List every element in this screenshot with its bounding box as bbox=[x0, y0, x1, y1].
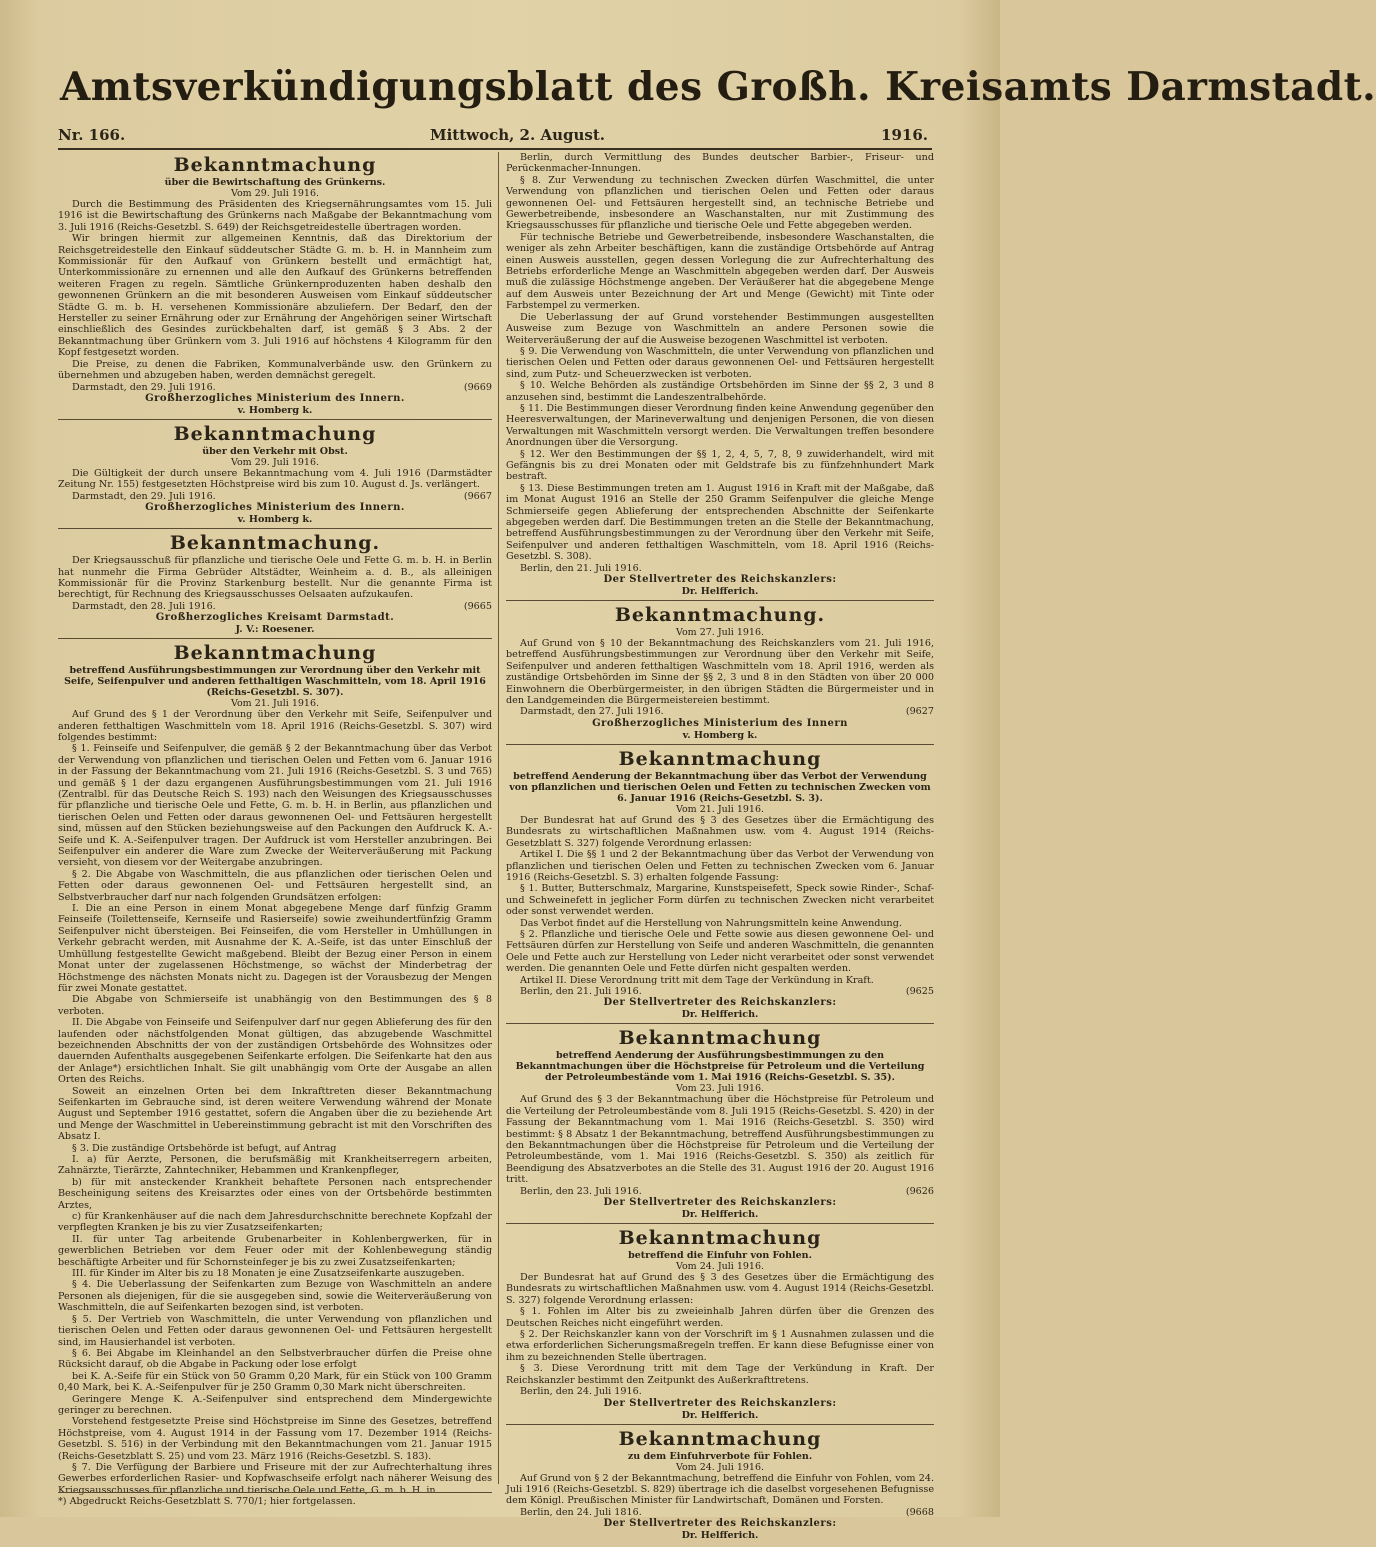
announcement bbox=[506, 152, 934, 601]
paragraph: § 10. Welche Behörden als zuständige Ortsbehörden im Sinne der §§ 2, 3 und 8 anzusehen sind, bestimmt die Landeszentralbehörde. bbox=[506, 380, 934, 403]
issue-year: 1916. bbox=[881, 126, 928, 144]
announcement-subject: betreffend Aenderung der Ausführungsbestimmungen zu den Bekanntmachungen über die Höchstpreise für Petroleum und die Verteilung der Petroleumbestände vom 1. Mai 1916 (Reichs-Gesetzbl. S. 35). bbox=[515, 1050, 925, 1084]
issuing-authority: Großherzogliches Ministerium des Innern. bbox=[145, 502, 405, 514]
footnote: *) Abgedruckt Reichs-Gesetzblatt S. 770/1; hier fortgelassen. bbox=[58, 1492, 492, 1507]
issuing-authority: Der Stellvertreter des Reichskanzlers: bbox=[603, 1518, 837, 1530]
paragraph: Wir bringen hiermit zur allgemeinen Kenntnis, daß das Direktorium der Reichsgetreidestelle den Einkauf süddeutscher Städte G. m. b. H. in Mannheim zum Kommissionär für den Aufkauf von Grünkern bestellt und ermächtigt hat, Unterkommissionäre zu ernennen und alle den Aufkauf des Grünkerns betreffenden weiteren Fragen zu regeln. Sämtliche Grünkernproduzenten haben deshalb den gewonnenen Grünkern an die mit besonderen Ausweisen vom Einkauf süddeutscher Städte G. m. b. H. versehenen Kommissionäre abzuliefern. Der Bedarf, den der Hersteller zu seiner Ernährung oder zur Ernährung der Angehörigen seiner Wirtschaft einschließlich des Gesindes zurückbehalten darf, ist gemäß § 3 Abs. 2 der Bekanntmachung über Grünkern vom 3. Juli 1916 auf höchstens 4 Kilogramm für den Kopf festgesetzt worden. bbox=[58, 233, 492, 359]
paragraph: Auf Grund von § 10 der Bekanntmachung des Reichskanzlers vom 21. Juli 1916, betreffend Ausführungsbestimmungen zur Verordnung über den Verkehr mit Seife, Seifenpulver und anderen fetthaltigen Waschmitteln vom 18. April 1916, werden als zuständige Ortsbehörden im Sinne der §§ 2, 3 und 8 in den Städten von über 20 000 Einwohnern die Oberbürgermeister, in den übrigen Städten die Bürgermeister und in den Landgemeinden die Bürgermeistereien bestimmt. bbox=[506, 638, 934, 707]
announcement-heading: Bekanntmachung. bbox=[614, 604, 826, 627]
announcement bbox=[58, 154, 492, 420]
announcement-heading: Bekanntmachung bbox=[173, 154, 377, 176]
reference-number: (9665 bbox=[463, 600, 492, 612]
paragraph: Für technische Betriebe und Gewerbetreibende, insbesondere Waschanstalten, die weniger als zehn Arbeiter beschäftigen, kann die zuständige Ortsbehörde auf Antrag einen Ausweis ausstellen, gegen dessen Vorlegung die zur Aufrechterhaltung des Betriebs erforderliche Menge an Waschmitteln abgegeben werden darf. Der Ausweis muß die zulässige Höchstmenge angeben. Der Veräußerer hat die abgegebene Menge auf dem Ausweis unter Bezeichnung der Art und Menge (Gewicht) mit Tinte oder Farbstempel zu vermerken. bbox=[506, 231, 934, 312]
announcement-body bbox=[506, 152, 934, 563]
paragraph: § 2. Pflanzliche und tierische Oele und Fette sowie aus diesen gewonnene Oel- und Fettsäuren dürfen zur Herstellung von Seife und anderen Waschmitteln, die genannten Oele und Fette auch zur Herstellung von Leder nicht verarbeitet oder sonst verwendet werden. Die genannten Oele und Fette dürfen nicht gespalten werden. bbox=[506, 928, 934, 975]
paragraph: § 2. Die Abgabe von Waschmitteln, die aus pflanzlichen oder tierischen Oelen und Fetten oder daraus gewonnenen Oel- und Fettsäuren hergestellt sind, an Selbstverbraucher darf nur nach folgenden Grundsätzen erfolgen: bbox=[58, 868, 492, 903]
paragraph: c) für Krankenhäuser auf die nach dem Jahresdurchschnitte berechnete Kopfzahl der verpflegten Kranken je bis zu vier Zusatzseifenkarten; bbox=[58, 1211, 492, 1234]
announcement-date: Vom 29. Juli 1916. bbox=[230, 456, 320, 468]
paragraph: Vorstehend festgesetzte Preise sind Höchstpreise im Sinne des Gesetzes, betreffend Höchstpreise, vom 4. August 1914 in der Fassung vom 17. Dezember 1914 (Reichs-Gesetzbl. S. 516) in der Verbindung mit den Bekanntmachungen vom 21. Januar 1915 (Reichs-Gesetzblatt S. 25) und vom 23. März 1916 (Reichs-Gesetzbl. S. 183). bbox=[58, 1416, 492, 1462]
paragraph: § 3. Die zuständige Ortsbehörde ist befugt, auf Antrag bbox=[72, 1142, 337, 1154]
reference-number: (9669 bbox=[463, 381, 492, 393]
announcement-body bbox=[58, 199, 492, 382]
paragraph: § 3. Diese Verordnung tritt mit dem Tage der Verkündung in Kraft. Der Reichskanzler bestimmt den Zeitpunkt des Außerkrafttretens. bbox=[506, 1363, 934, 1386]
reference-number: (9626 bbox=[905, 1185, 934, 1197]
issuing-authority: Großherzogliches Kreisamt Darmstadt. bbox=[155, 612, 395, 624]
paragraph: Auf Grund des § 3 der Bekanntmachung über die Höchstpreise für Petroleum und die Verteilung der Petroleumbestände vom 8. Juli 1915 (Reichs-Gesetzbl. S. 420) in der Fassung der Bekanntmachung vom 1. Mai 1916 (Reichs-Gesetzbl. S. 350) wird bestimmt: § 8 Absatz 1 der Bekanntmachung, betreffend Ausführungsbestimmungen zu den Bekanntmachungen über die Höchstpreise für Petroleum und die Verteilung der Petroleumbestände, vom 1. Mai 1916 (Reichs-Gesetzbl. S. 350) als zeitlich für Beendigung des Absatzverbotes an die Stelle des 31. August 1916 der 20. August 1916 tritt. bbox=[506, 1094, 934, 1186]
announcement-heading: Bekanntmachung bbox=[618, 1027, 822, 1050]
issuing-authority: Großherzogliches Ministerium des Innern. bbox=[145, 392, 405, 404]
place-date: Berlin, den 24. Juli 1916. bbox=[520, 1386, 642, 1398]
right-column bbox=[506, 152, 934, 1547]
paragraph: Die Ueberlassung der auf Grund vorstehender Bestimmungen ausgestellten Ausweise zum Bezuge von Waschmitteln an andere Personen sowie die Weiterveräußerung der auf die Ausweise bezogenen Waschmittel ist verboten. bbox=[506, 311, 934, 346]
announcement-subject: betreffend Aenderung der Bekanntmachung über das Verbot der Verwendung von pflanzlichen und tierischen Oelen und Fetten zu technischen Zwecken vom 6. Januar 1916 (Reichs-Gesetzbl. S. 3). bbox=[509, 770, 931, 804]
place-date: Berlin, den 21. Juli 1916. (9625 bbox=[520, 985, 934, 997]
signatory: v. Homberg k. bbox=[237, 404, 313, 416]
signatory: Dr. Helfferich. bbox=[681, 1530, 759, 1542]
announcement-body bbox=[506, 638, 934, 706]
signatory: Dr. Helfferich. bbox=[681, 1209, 759, 1221]
announcement bbox=[506, 1227, 934, 1424]
place-date: Darmstadt, den 29. Juli 1916. (9669 bbox=[72, 381, 492, 393]
issue-date: Mittwoch, 2. August. bbox=[430, 126, 605, 144]
announcement-heading: Bekanntmachung bbox=[618, 747, 822, 770]
announcement-subject: betreffend die Einfuhr von Fohlen. bbox=[628, 1250, 812, 1262]
paragraph: § 8. Zur Verwendung zu technischen Zwecken dürfen Waschmittel, die unter Verwendung von pflanzlichen und tierischen Oelen und Fetten oder daraus gewonnenen Oel- und Fettsäuren hergestellt sind, an technische Betriebe und Gewerbetreibende, insbesondere an Waschanstalten, nur mit Zustimmung des Kriegsausschusses für pflanzliche und tierische Oele und Fette abgegeben werden. bbox=[506, 174, 934, 232]
signatory: v. Homberg k. bbox=[682, 729, 758, 741]
announcement-body bbox=[506, 1094, 934, 1185]
announcement-body bbox=[58, 468, 492, 491]
paragraph: Artikel I. Die §§ 1 und 2 der Bekanntmachung über das Verbot der Verwendung von pflanzlichen und tierischen Oelen und Fetten zu technischen Zwecken vom 6. Januar 1916 (Reichs-Gesetzbl. S. 3) erhalten folgende Fassung: bbox=[506, 849, 934, 883]
announcement bbox=[506, 1428, 934, 1545]
paragraph: III. für Kinder im Alter bis zu 18 Monaten je eine Zusatzseifenkarte auszugeben. bbox=[72, 1268, 465, 1280]
issuing-authority: Der Stellvertreter des Reichskanzlers: bbox=[603, 1397, 837, 1409]
announcement-heading: Bekanntmachung bbox=[173, 422, 377, 445]
paragraph: § 1. Butter, Butterschmalz, Margarine, Kunstspeisefett, Speck sowie Rinder-, Schaf- und Schweinefett in jeglicher Form dürfen zu technischen Zwecken nicht verarbeitet oder sonst verwendet werden. bbox=[506, 883, 934, 918]
paragraph: Der Bundesrat hat auf Grund des § 3 des Gesetzes über die Ermächtigung des Bundesrats zu wirtschaftlichen Maßnahmen usw. vom 4. August 1914 (Reichs-Gesetzblatt S. 327) folgende Verordnung erlassen: bbox=[506, 814, 934, 849]
paragraph: § 5. Der Vertrieb von Waschmitteln, die unter Verwendung von pflanzlichen und tierischen Oelen und Fetten oder daraus gewonnenen Oel- und Fettsäuren hergestellt sind, im Hausierhandel ist verboten. bbox=[58, 1313, 492, 1348]
paragraph: Die Gültigkeit der durch unsere Bekanntmachung vom 4. Juli 1916 (Darmstädter Zeitung Nr. 155) festgesetzten Höchstpreise wird bis zum 10. August d. Js. verlängert. bbox=[58, 467, 492, 491]
place-date: Darmstadt, den 27. Juli 1916. (9627 bbox=[520, 706, 934, 718]
paragraph: Auf Grund von § 2 der Bekanntmachung, betreffend die Einfuhr von Fohlen, vom 24. Juli 1916 (Reichs-Gesetzbl. S. 829) übertrage ich die daselbst vorgesehenen Befugnisse dem Königl. Preußischen Minister für Landwirtschaft, Domänen und Forsten. bbox=[506, 1472, 934, 1507]
announcement-heading: Bekanntmachung bbox=[618, 1227, 822, 1250]
paragraph: § 13. Diese Bestimmungen treten am 1. August 1916 in Kraft mit der Maßgabe, daß im Monat August 1916 an Stelle der 250 Gramm Seifenpulver die gleiche Menge Schmierseife gegen Ablieferung der entsprechenden Abschnitte der Seifenkarte abgegeben werden darf. Die Bestimmungen treten an die Stelle der Bekanntmachung, betreffend Ausführungsbestimmungen zu der Verordnung über den Verkehr mit Seife, Seifenpulver und anderen fetthaltigen Waschmitteln, vom 18. April 1916 (Reichs-Gesetzbl. S. 308). bbox=[506, 482, 934, 563]
announcement-body bbox=[506, 1272, 934, 1386]
announcement-subject: über die Bewirtschaftung des Grünkerns. bbox=[164, 177, 386, 188]
reference-number: (9625 bbox=[905, 985, 934, 997]
signatory: Dr. Helfferich. bbox=[681, 1409, 759, 1421]
announcement-date: Vom 21. Juli 1916. bbox=[230, 698, 320, 710]
announcement bbox=[506, 748, 934, 1025]
signatory: J. V.: Roesener. bbox=[235, 624, 315, 636]
announcement-date: Vom 29. Juli 1916. bbox=[230, 188, 320, 199]
paragraph: Durch die Bestimmung des Präsidenten des Kriegsernährungsamtes vom 15. Juli 1916 ist die Bewirtschaftung des Grünkerns nach Maßgabe der Bekanntmachung vom 3. Juli 1916 (Reichs-Gesetzbl. S. 649) der Reichsgetreidestelle übertragen worden. bbox=[58, 199, 492, 233]
announcement bbox=[506, 604, 934, 745]
paragraph: § 1. Feinseife und Seifenpulver, die gemäß § 2 der Bekanntmachung über das Verbot der Verwendung von pflanzlichen und tierischen Oelen und Fetten vom 6. Januar 1916 in der Fassung der Bekanntmachung vom 21. Juli 1916 (Reichs-Gesetzbl. S. 3 und 765) und gemäß § 1 der dazu ergangenen Ausführungsbestimmungen vom 21. Juli 1916 (Zentralbl. für das Deutsche Reich S. 193) nach den Weisungen des Kriegsausschusses für pflanzliche und tierische Oele und Fette, G. m. b. H. in Berlin, aus pflanzlichen und tierischen Oelen und Fetten oder daraus gewonnenen Oel- und Fettsäuren hergestellt sind, müssen auf den Stücken beziehungsweise auf den Packungen den Aufdruck K. A.-Seife und K. A.-Seifenpulver tragen. Der Aufdruck ist vom Hersteller anzubringen. Bei Seifenpulver ein anderer die Ware zum Zwecke der Weiterveräußerung mit Packung versieht, von diesem vor der Weitergabe anzubringen. bbox=[58, 743, 492, 869]
announcement-date: Vom 24. Juli 1916. bbox=[675, 1461, 765, 1473]
issue-number: Nr. 166. bbox=[58, 126, 126, 144]
place-date: Berlin, den 24. Juli 1816. (9668 bbox=[520, 1506, 934, 1518]
signatory: Dr. Helfferich. bbox=[681, 1009, 759, 1021]
issuing-authority: Der Stellvertreter des Reichskanzlers: bbox=[603, 574, 837, 586]
announcement-subject: betreffend Ausführungsbestimmungen zur Verordnung über den Verkehr mit Seife, Seifenpulver und anderen fetthaltigen Waschmitteln, vom 18. April 1916 (Reichs-Gesetzbl. S. 307). bbox=[64, 665, 486, 699]
announcement bbox=[58, 532, 492, 639]
paragraph: I. Die an eine Person in einem Monat abgegebene Menge darf fünfzig Gramm Feinseife (Toilettenseife, Kernseife und Rasierseife) sowie zweihundertfünfzig Gramm Seifenpulver nicht übersteigen. Bei Feinseifen, die vom Hersteller in Umhüllungen in Verkehr gebracht werden, mit Ausnahme der K. A.-Seife, ist das unter Einschluß der Umhüllung festgestellte Gewicht maßgebend. Bleibt der Bezug einer Person in einem Monat unter der zugelassenen Höchstmenge, so wächst der Minderbetrag der Höchstmenge des nächsten Monats nicht zu. Dagegen ist der Vorausbezug der Mengen für zwei Monate gestattet. bbox=[58, 903, 492, 994]
paragraph: I. a) für Aerzte, Personen, die berufsmäßig mit Krankheitserregern arbeiten, Zahnärzte, Tierärzte, Zahntechniker, Hebammen und Krankenpfleger, bbox=[58, 1154, 492, 1177]
paragraph: § 6. Bei Abgabe im Kleinhandel an den Selbstverbraucher dürfen die Preise ohne Rücksicht darauf, ob die Abgabe in Packung oder lose erfolgt bbox=[58, 1347, 492, 1371]
paragraph: II. Die Abgabe von Feinseife und Seifenpulver darf nur gegen Ablieferung des für den laufenden oder nächstfolgenden Monat gültigen, das abzugebende Waschmittel bezeichnenden Abschnitts der von der zuständigen Ortsbehörde des Wohnsitzes oder dauernden Aufenthalts ausgegebenen Seifenkarte erfolgen. Die Seifenkarte hat den aus der Anlage*) ersichtlichen Inhalt. Sie gilt unabhängig vom Orte der Ausgabe an allen Orten des Reichs. bbox=[58, 1017, 492, 1086]
announcement-body bbox=[58, 555, 492, 601]
paragraph: § 12. Wer den Bestimmungen der §§ 1, 2, 4, 5, 7, 8, 9 zuwiderhandelt, wird mit Gefängnis bis zu drei Monaten oder mit Geldstrafe bis zu fünfzehnhundert Mark bestraft. bbox=[506, 448, 934, 483]
issuing-authority: Großherzogliches Ministerium des Innern bbox=[592, 717, 848, 729]
paragraph: § 7. Die Verfügung der Barbiere und Friseure mit der zur Aufrechterhaltung ihres Gewerbes erforderlichen Rasier- und Kopfwaschseife erfolgt nach näherer Weisung des Kriegsausschusses für pflanzliche und tierische Oele und Fette, G. m. b. H. in bbox=[58, 1461, 492, 1496]
announcement bbox=[506, 1027, 934, 1224]
announcement-body bbox=[506, 1473, 934, 1507]
masthead-title: Amtsverkündigungsblatt des Großh. Kreisamts Darmstadt. bbox=[60, 64, 1376, 110]
paragraph: Der Bundesrat hat auf Grund des § 3 des Gesetzes über die Ermächtigung des Bundesrats zu wirtschaftlichen Maßnahmen usw. vom 4. August 1914 (Reichs-Gesetzbl. S. 327) folgende Verordnung erlassen: bbox=[506, 1272, 934, 1306]
column-divider bbox=[498, 152, 499, 1484]
announcement bbox=[58, 642, 492, 1499]
issuing-authority: Der Stellvertreter des Reichskanzlers: bbox=[603, 1197, 837, 1209]
announcement-body bbox=[506, 815, 934, 986]
paragraph: Berlin, durch Vermittlung des Bundes deutscher Barbier-, Friseur- und Perückenmacher-Innungen. bbox=[506, 152, 934, 175]
signatory: v. Homberg k. bbox=[237, 514, 313, 526]
paragraph: b) für mit ansteckender Krankheit behaftete Personen nach entsprechender Bescheinigung seitens des Kreisarztes oder eines von der Ortsbehörde bestimmten Arztes, bbox=[58, 1176, 492, 1211]
paragraph: § 11. Die Bestimmungen dieser Verordnung finden keine Anwendung gegenüber den Heeresverwaltungen, der Marineverwaltung und denjenigen Personen, die von diesen Verwaltungen mit Waschmitteln versorgt werden. Die Verwaltungen treffen besondere Anordnungen über die Versorgung. bbox=[506, 402, 934, 449]
paragraph: Der Kriegsausschuß für pflanzliche und tierische Oele und Fette G. m. b. H. in Berlin hat nunmehr die Firma Gebrüder Altstädter, Weinheim a. d. B., als alleinigen Kommissionär für die Provinz Starkenburg bestellt. Nur die genannte Firma ist berechtigt, für Rechnung des Kriegsausschusses Oelsaaten aufzukaufen. bbox=[58, 555, 492, 601]
paragraph: Artikel II. Diese Verordnung tritt mit dem Tage der Verkündung in Kraft. bbox=[520, 974, 874, 986]
place-date: Berlin, den 23. Juli 1916. (9626 bbox=[520, 1185, 934, 1197]
paragraph: § 1. Fohlen im Alter bis zu zweieinhalb Jahren dürfen über die Grenzen des Deutschen Reiches nicht eingeführt werden. bbox=[506, 1306, 934, 1329]
reference-number: (9667 bbox=[463, 490, 492, 502]
paragraph: § 2. Der Reichskanzler kann von der Vorschrift im § 1 Ausnahmen zulassen und die etwa erforderlichen Sicherungsmaßregeln treffen. Er kann diese Befugnisse einer von ihm zu bezeichnenden Stelle übertragen. bbox=[506, 1329, 934, 1363]
paragraph: Die Preise, zu denen die Fabriken, Kommunalverbände usw. den Grünkern zu übernehmen und abzugeben haben, werden demnächst geregelt. bbox=[58, 358, 492, 382]
announcement-body bbox=[58, 709, 492, 1496]
paragraph: Die Abgabe von Schmierseife ist unabhängig von den Bestimmungen des § 8 verboten. bbox=[58, 994, 492, 1017]
announcement-date: Vom 27. Juli 1916. bbox=[675, 627, 765, 639]
announcement-date: Vom 23. Juli 1916. bbox=[675, 1083, 765, 1095]
issuing-authority: Der Stellvertreter des Reichskanzlers: bbox=[603, 997, 837, 1009]
place-date: Darmstadt, den 29. Juli 1916. (9667 bbox=[72, 490, 492, 502]
announcement-date: Vom 24. Juli 1916. bbox=[675, 1261, 765, 1273]
paragraph: Soweit an einzelnen Orten bei dem Inkrafttreten dieser Bekanntmachung Seifenkarten im Gebrauche sind, ist deren weitere Verwendung während der Monate August und September 1916 gestattet, sofern die Angaben über die zu beziehende Art und Menge der Waschmittel in Uebereinstimmung gebracht ist mit den Vorschriften des Absatz I. bbox=[58, 1085, 492, 1143]
signatory: Dr. Helfferich. bbox=[681, 586, 759, 598]
announcement bbox=[58, 423, 492, 529]
paragraph: Das Verbot findet auf die Herstellung von Nahrungsmitteln keine Anwendung. bbox=[520, 917, 902, 929]
announcement-date: Vom 21. Juli 1916. bbox=[675, 803, 765, 815]
announcement-heading: Bekanntmachung bbox=[618, 1427, 822, 1450]
issue-dateline bbox=[58, 126, 932, 150]
reference-number: (9668 bbox=[905, 1506, 934, 1518]
place-date: Darmstadt, den 28. Juli 1916. (9665 bbox=[72, 600, 492, 612]
announcement-subject: über den Verkehr mit Obst. bbox=[202, 445, 348, 457]
paragraph: II. für unter Tag arbeitende Grubenarbeiter in Kohlenbergwerken, für in gewerblichen Betrieben vor dem Feuer oder mit der Kohlenbewegung ständig beschäftigte Arbeiter und für Schornsteinfeger je bis zu zwei Zusatzseifenkarten; bbox=[58, 1233, 492, 1268]
paragraph: Auf Grund des § 1 der Verordnung über den Verkehr mit Seife, Seifenpulver und anderen fetthaltigen Waschmitteln vom 18. April 1916 (Reichs-Gesetzbl. S. 307) wird folgendes bestimmt: bbox=[58, 709, 492, 743]
reference-number: (9627 bbox=[905, 706, 934, 718]
announcement-heading: Bekanntmachung bbox=[173, 642, 377, 665]
paragraph: § 9. Die Verwendung von Waschmitteln, die unter Verwendung von pflanzlichen und tierischen Oelen und Fetten oder daraus gewonnenen Oel- und Fettsäuren hergestellt sind, zum Putz- und Scheuerzwecken ist verboten. bbox=[506, 345, 934, 380]
announcement-subject: zu dem Einfuhrverbote für Fohlen. bbox=[627, 1450, 813, 1462]
paragraph: bei K. A.-Seife für ein Stück von 50 Gramm 0,20 Mark, für ein Stück von 100 Gramm 0,40 Mark, bei K. A.-Seifenpulver für je 250 Gramm 0,30 Mark nicht überschreiten. bbox=[58, 1370, 492, 1394]
paragraph: § 4. Die Ueberlassung der Seifenkarten zum Bezuge von Waschmitteln an andere Personen als diejenigen, für die sie ausgegeben sind, sowie die Weiterveräußerung von Waschmitteln, die auf Seifenkarten bezogen sind, ist verboten. bbox=[58, 1279, 492, 1314]
announcement-heading: Bekanntmachung. bbox=[169, 532, 381, 555]
place-date: Berlin, den 21. Juli 1916. bbox=[520, 562, 642, 574]
left-column bbox=[58, 152, 492, 1502]
paragraph: Geringere Menge K. A.-Seifenpulver sind entsprechend dem Mindergewichte geringer zu berechnen. bbox=[58, 1393, 492, 1416]
